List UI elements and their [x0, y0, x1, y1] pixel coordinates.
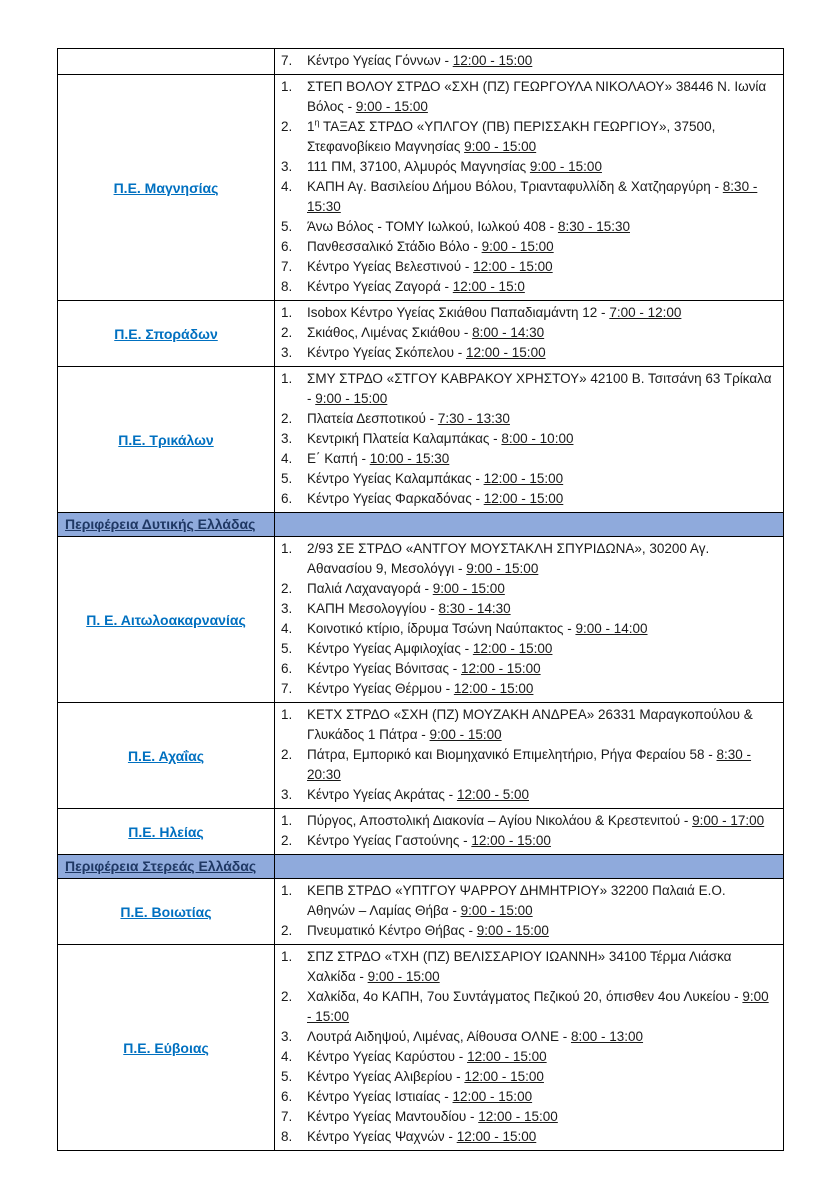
- list-item-number: 1.: [281, 371, 293, 386]
- region-cell: [58, 301, 275, 367]
- list-item-number: 2.: [281, 411, 293, 426]
- time-range: 7:30 - 13:30: [437, 411, 510, 426]
- time-range: 9:00 - 15:00: [529, 159, 602, 174]
- region-cell: [58, 703, 275, 809]
- location-text: Κέντρο Υγείας Καρύστου -: [307, 1049, 468, 1064]
- list-item-number: 7.: [281, 259, 293, 274]
- location-text: Κέντρο Υγείας Ιστιαίας -: [307, 1089, 453, 1104]
- time-range: 9:00 - 15:00: [464, 139, 537, 154]
- list-item: [281, 947, 773, 987]
- list-item: [281, 369, 773, 409]
- table-row: [58, 75, 784, 301]
- location-text: Σκιάθος, Λιμένας Σκιάθου -: [307, 325, 473, 340]
- list-item: [281, 469, 773, 489]
- time-range: 9:00 - 15:00: [476, 923, 549, 938]
- location-text: Κέντρο Υγείας Θέρμου -: [307, 681, 454, 696]
- list-item: [281, 811, 773, 831]
- locations-cell: [275, 945, 784, 1151]
- list-item-number: 4.: [281, 179, 293, 194]
- location-text: Κέντρο Υγείας Βελεστινού -: [307, 259, 474, 274]
- time-range: 12:00 - 15:00: [472, 641, 553, 656]
- time-range: 10:00 - 15:30: [369, 451, 450, 466]
- region-band-row: [58, 513, 784, 537]
- time-range: 9:00 - 15:00: [432, 581, 505, 596]
- list-item-text: [307, 785, 773, 805]
- time-range: 9:00 - 15:00: [355, 99, 428, 114]
- location-text: ΣΤΕΠ ΒΟΛΟΥ ΣΤΡΔΟ «ΣΧΗ (ΠΖ) ΓΕΩΡΓΟΥΛΑ ΝΙΚΟΛΑΟΥ» 38446 Ν. Ιωνία Βόλος -: [307, 79, 767, 114]
- region-band-label: Περιφέρεια Δυτικής Ελλάδας: [65, 515, 256, 532]
- list-item: [281, 1067, 773, 1087]
- list-item-text: [307, 469, 773, 489]
- list-item-text: [307, 1087, 773, 1107]
- location-text: Πάτρα, Εμπορικό και Βιομηχανικό Επιμελητήριο, Ρήγα Φεραίου 58 -: [307, 747, 717, 762]
- time-range: 8:30 - 15:30: [307, 179, 758, 214]
- list-item-number: 2.: [281, 325, 293, 340]
- list-item-number: 1.: [281, 813, 293, 828]
- list-item-number: 2.: [281, 581, 293, 596]
- locations-cell: [275, 703, 784, 809]
- list-item-text: [307, 217, 773, 237]
- list-item-number: 6.: [281, 1089, 293, 1104]
- time-range: 8:00 - 14:30: [472, 325, 545, 340]
- list-item-number: 4.: [281, 451, 293, 466]
- list-item: [281, 599, 773, 619]
- list-item-text: [307, 831, 773, 851]
- list-item-text: [307, 987, 773, 1027]
- list-item: [281, 157, 773, 177]
- region-label[interactable]: Π.Ε. Τρικάλων: [118, 431, 214, 448]
- list-item-text: [307, 1127, 773, 1147]
- list-item: [281, 639, 773, 659]
- band-label-cell: [58, 855, 275, 879]
- list-item: [281, 429, 773, 449]
- time-range: 9:00 - 15:00: [315, 391, 388, 406]
- time-range: 12:00 - 15:00: [467, 1049, 547, 1064]
- table-row: [58, 537, 784, 703]
- location-text: ΣΠΖ ΣΤΡΔΟ «ΤΧΗ (ΠΖ) ΒΕΛΙΣΣΑΡΙΟΥ ΙΩΑΝΝΗ» 34100 Τέρμα Λιάσκα Χαλκίδα -: [307, 949, 732, 984]
- time-range: 9:00 - 15:00: [307, 989, 769, 1024]
- location-text: Κέντρο Υγείας Βόνιτσας -: [307, 661, 462, 676]
- list-item-number: 3.: [281, 1029, 293, 1044]
- locations-cell: [275, 809, 784, 855]
- list-item: [281, 785, 773, 805]
- list-item-number: 2.: [281, 747, 293, 762]
- list-item-number: 2.: [281, 989, 293, 1004]
- list-item-text: [307, 51, 773, 71]
- list-item-number: 7.: [281, 1109, 293, 1124]
- location-text: Λουτρά Αιδηψού, Λιμένας, Αίθουσα ΟΛΝΕ -: [307, 1029, 571, 1044]
- location-text: 1: [307, 119, 315, 134]
- list-item: [281, 619, 773, 639]
- time-range: 8:00 - 10:00: [501, 431, 574, 446]
- location-text: 111 ΠΜ, 37100, Αλμυρός Μαγνησίας: [307, 159, 530, 174]
- list-item: [281, 1127, 773, 1147]
- time-range: 12:00 - 15:00: [483, 491, 564, 506]
- time-range: 8:30 - 15:30: [557, 219, 630, 234]
- list-item-text: [307, 257, 773, 277]
- list-item-text: [307, 277, 773, 297]
- location-text: Άνω Βόλος - ΤΟΜΥ Ιωλκού, Ιωλκού 408 -: [307, 219, 558, 234]
- list-item-text: [307, 409, 773, 429]
- location-text: Κεντρική Πλατεία Καλαμπάκας -: [307, 431, 502, 446]
- region-cell: [58, 49, 275, 75]
- list-item-number: 5.: [281, 219, 293, 234]
- time-range: 9:00 - 15:00: [481, 239, 554, 254]
- list-item: [281, 921, 773, 941]
- list-item-number: 3.: [281, 787, 293, 802]
- time-range: 12:00 - 15:00: [466, 345, 546, 360]
- list-item-number: 6.: [281, 661, 293, 676]
- region-label[interactable]: Π.Ε. Αχαΐας: [127, 747, 205, 764]
- region-band-label: Περιφέρεια Στερεάς Ελλάδας: [65, 857, 257, 874]
- list-item-number: 2.: [281, 833, 293, 848]
- list-item-number: 5.: [281, 1069, 293, 1084]
- location-text: ΚΑΠΗ Αγ. Βασιλείου Δήμου Βόλου, Τριανταφυλλίδη & Χατζηαργύρη -: [307, 179, 723, 194]
- list-item-number: 6.: [281, 491, 293, 506]
- region-cell: [58, 75, 275, 301]
- region-cell: [58, 809, 275, 855]
- band-empty-cell: [275, 855, 784, 879]
- time-range: 12:00 - 15:00: [452, 1089, 533, 1104]
- region-label[interactable]: Π.Ε. Μαγνησίας: [113, 179, 219, 196]
- table-body: [58, 49, 784, 1151]
- time-range: 9:00 - 17:00: [692, 813, 765, 828]
- list-item-number: 8.: [281, 279, 293, 294]
- list-item-text: [307, 343, 773, 363]
- location-text: η: [314, 117, 320, 128]
- region-label[interactable]: Π.Ε. Εύβοιας: [123, 1039, 209, 1056]
- locations-cell: [275, 75, 784, 301]
- location-text: Χαλκίδα, 4ο ΚΑΠΗ, 7ου Συντάγματος Πεζικού 20, όπισθεν 4ου Λυκείου -: [307, 989, 743, 1004]
- list-item-text: [307, 1107, 773, 1127]
- table-row: [58, 301, 784, 367]
- list-item-number: 3.: [281, 431, 293, 446]
- location-text: Πύργος, Αποστολική Διακονία – Αγίου Νικολάου & Κρεστενιτού -: [307, 813, 693, 828]
- list-item-text: [307, 1047, 773, 1067]
- location-text: Παλιά Λαχαναγορά -: [307, 581, 433, 596]
- time-range: 12:00 - 15:0: [452, 279, 525, 294]
- list-item: [281, 117, 773, 157]
- list-item-number: 4.: [281, 1049, 293, 1064]
- time-range: 8:30 - 20:30: [307, 747, 752, 782]
- list-item: [281, 323, 773, 343]
- list-item-text: [307, 599, 773, 619]
- time-range: 9:00 - 15:00: [367, 969, 440, 984]
- list-item-text: [307, 745, 773, 785]
- region-cell: [58, 367, 275, 513]
- time-range: 12:00 - 15:00: [473, 259, 553, 274]
- time-range: 12:00 - 15:00: [464, 1069, 544, 1084]
- location-text: Πνευματικό Κέντρο Θήβας -: [307, 923, 477, 938]
- list-item-number: 3.: [281, 159, 293, 174]
- list-item: [281, 1047, 773, 1067]
- list-item-text: [307, 921, 773, 941]
- location-text: Κέντρο Υγείας Γόννων -: [307, 53, 453, 68]
- location-text: Πλατεία Δεσποτικού -: [307, 411, 438, 426]
- location-text: Κέντρο Υγείας Σκόπελου -: [307, 345, 467, 360]
- region-cell: [58, 879, 275, 945]
- list-item-text: [307, 881, 773, 921]
- list-item-text: [307, 77, 773, 117]
- list-item: [281, 51, 773, 71]
- list-item-text: [307, 619, 773, 639]
- list-item-number: 4.: [281, 621, 293, 636]
- location-text: Isobox Κέντρο Υγείας Σκιάθου Παπαδιαμάντη 12 -: [307, 305, 610, 320]
- region-cell: [58, 945, 275, 1151]
- location-text: ΤΑΞΑΣ ΣΤΡΔΟ «ΥΠΛΓΟΥ (ΠΒ) ΠΕΡΙΣΣΑΚΗ ΓΕΩΡΓΙΟΥ», 37500, Στεφανοβίκειο Μαγνησίας: [307, 119, 716, 154]
- list-item-text: [307, 579, 773, 599]
- list-item-text: [307, 639, 773, 659]
- list-item-text: [307, 811, 773, 831]
- table-row: [58, 703, 784, 809]
- list-item-number: 7.: [281, 53, 293, 68]
- table-row: [58, 49, 784, 75]
- list-item: [281, 177, 773, 217]
- locations-cell: [275, 367, 784, 513]
- band-label-cell: [58, 513, 275, 537]
- list-item-text: [307, 1067, 773, 1087]
- location-text: Κέντρο Υγείας Καλαμπάκας -: [307, 471, 484, 486]
- time-range: 12:00 - 5:00: [456, 787, 529, 802]
- list-item-number: 2.: [281, 119, 293, 134]
- list-item: [281, 343, 773, 363]
- list-item-text: [307, 177, 773, 217]
- list-item: [281, 1107, 773, 1127]
- time-range: 12:00 - 15:00: [453, 681, 534, 696]
- region-label[interactable]: Π. Ε. Αιτωλοακαρνανίας: [86, 611, 246, 628]
- locations-cell: [275, 49, 784, 75]
- list-item-number: 3.: [281, 601, 293, 616]
- list-item: [281, 659, 773, 679]
- location-text: Πανθεσσαλικό Στάδιο Βόλο -: [307, 239, 482, 254]
- table-row: [58, 367, 784, 513]
- list-item-text: [307, 157, 773, 177]
- location-text: Κέντρο Υγείας Φαρκαδόνας -: [307, 491, 484, 506]
- list-item-text: [307, 679, 773, 699]
- list-item: [281, 539, 773, 579]
- band-empty-cell: [275, 513, 784, 537]
- list-item-text: [307, 449, 773, 469]
- location-text: Κέντρο Υγείας Μαντουδίου -: [307, 1109, 479, 1124]
- table-row: [58, 809, 784, 855]
- list-item-number: 7.: [281, 681, 293, 696]
- list-item: [281, 449, 773, 469]
- health-centers-schedule-table: [57, 48, 784, 1151]
- list-item-number: 1.: [281, 949, 293, 964]
- location-text: Κέντρο Υγείας Ψαχνών -: [307, 1129, 457, 1144]
- list-item-number: 1.: [281, 883, 293, 898]
- location-text: ΚΕΠΒ ΣΤΡΔΟ «ΥΠΤΓΟΥ ΨΑΡΡΟΥ ΔΗΜΗΤΡΙΟΥ» 32200 Παλαιά Ε.Ο. Αθηνών – Λαμίας Θήβα -: [307, 883, 726, 918]
- location-text: Κοινοτικό κτίριο, ίδρυμα Τσώνη Ναύπακτος -: [307, 621, 576, 636]
- list-item: [281, 489, 773, 509]
- time-range: 12:00 - 15:00: [483, 471, 564, 486]
- time-range: 12:00 - 15:00: [452, 53, 533, 68]
- location-text: Κέντρο Υγείας Γαστούνης -: [307, 833, 472, 848]
- list-item: [281, 237, 773, 257]
- location-text: Ε΄ Καπή -: [307, 451, 370, 466]
- list-item-text: [307, 369, 773, 409]
- location-text: ΚΑΠΗ Μεσολογγίου -: [307, 601, 439, 616]
- list-item: [281, 987, 773, 1027]
- list-item-text: [307, 323, 773, 343]
- locations-cell: [275, 537, 784, 703]
- list-item-number: 5.: [281, 471, 293, 486]
- locations-cell: [275, 301, 784, 367]
- list-item: [281, 831, 773, 851]
- time-range: 9:00 - 15:00: [460, 903, 533, 918]
- list-item: [281, 1027, 773, 1047]
- time-range: 9:00 - 15:00: [429, 727, 502, 742]
- region-label[interactable]: Π.Ε. Ηλείας: [128, 823, 204, 840]
- list-item-text: [307, 659, 773, 679]
- list-item-number: 1.: [281, 79, 293, 94]
- table-row: [58, 879, 784, 945]
- location-text: Κέντρο Υγείας Αλιβερίου -: [307, 1069, 465, 1084]
- list-item: [281, 579, 773, 599]
- list-item-text: [307, 1027, 773, 1047]
- locations-cell: [275, 879, 784, 945]
- time-range: 12:00 - 15:00: [456, 1129, 537, 1144]
- time-range: 9:00 - 15:00: [466, 561, 539, 576]
- list-item-text: [307, 947, 773, 987]
- list-item: [281, 745, 773, 785]
- time-range: 12:00 - 15:00: [478, 1109, 558, 1124]
- list-item-text: [307, 429, 773, 449]
- location-text: 2/93 ΣΕ ΣΤΡΔΟ «ΑΝΤΓΟΥ ΜΟΥΣΤΑΚΛΗ ΣΠΥΡΙΔΩΝΑ», 30200 Αγ. Αθανασίου 9, Μεσολόγγι -: [307, 541, 710, 576]
- list-item: [281, 881, 773, 921]
- region-band-row: [58, 855, 784, 879]
- list-item-text: [307, 303, 773, 323]
- time-range: 7:00 - 12:00: [609, 305, 682, 320]
- list-item-number: 6.: [281, 239, 293, 254]
- list-item-text: [307, 237, 773, 257]
- list-item-number: 1.: [281, 707, 293, 722]
- list-item-number: 1.: [281, 305, 293, 320]
- location-text: ΣΜΥ ΣΤΡΔΟ «ΣΤΓΟΥ ΚΑΒΡΑΚΟΥ ΧΡΗΣΤΟΥ» 42100 Β. Τσιτσάνη 63 Τρίκαλα -: [307, 371, 772, 406]
- list-item: [281, 303, 773, 323]
- list-item: [281, 679, 773, 699]
- list-item-number: 8.: [281, 1129, 293, 1144]
- time-range: 12:00 - 15:00: [461, 661, 541, 676]
- location-text: Κέντρο Υγείας Αμφιλοχίας -: [307, 641, 473, 656]
- location-text: ΚΕΤΧ ΣΤΡΔΟ «ΣΧΗ (ΠΖ) ΜΟΥΖΑΚΗ ΑΝΔΡΕΑ» 26331 Μαραγκοπούλου & Γλυκάδος 1 Πάτρα -: [307, 707, 753, 742]
- list-item-text: [307, 117, 773, 157]
- region-label[interactable]: Π.Ε. Βοιωτίας: [120, 903, 212, 920]
- location-text: Κέντρο Υγείας Ζαγορά -: [307, 279, 453, 294]
- list-item-text: [307, 489, 773, 509]
- list-item: [281, 257, 773, 277]
- list-item: [281, 1087, 773, 1107]
- list-item-text: [307, 705, 773, 745]
- list-item-number: 2.: [281, 923, 293, 938]
- list-item: [281, 705, 773, 745]
- list-item: [281, 409, 773, 429]
- time-range: 8:30 - 14:30: [438, 601, 511, 616]
- region-label[interactable]: Π.Ε. Σποράδων: [114, 325, 218, 342]
- list-item-number: 5.: [281, 641, 293, 656]
- region-cell: [58, 537, 275, 703]
- location-text: Κέντρο Υγείας Ακράτας -: [307, 787, 457, 802]
- table-row: [58, 945, 784, 1151]
- list-item: [281, 77, 773, 117]
- list-item: [281, 217, 773, 237]
- list-item-number: 3.: [281, 345, 293, 360]
- list-item: [281, 277, 773, 297]
- list-item-text: [307, 539, 773, 579]
- time-range: 12:00 - 15:00: [471, 833, 551, 848]
- time-range: 9:00 - 14:00: [575, 621, 648, 636]
- time-range: 8:00 - 13:00: [570, 1029, 644, 1044]
- list-item-number: 1.: [281, 541, 293, 556]
